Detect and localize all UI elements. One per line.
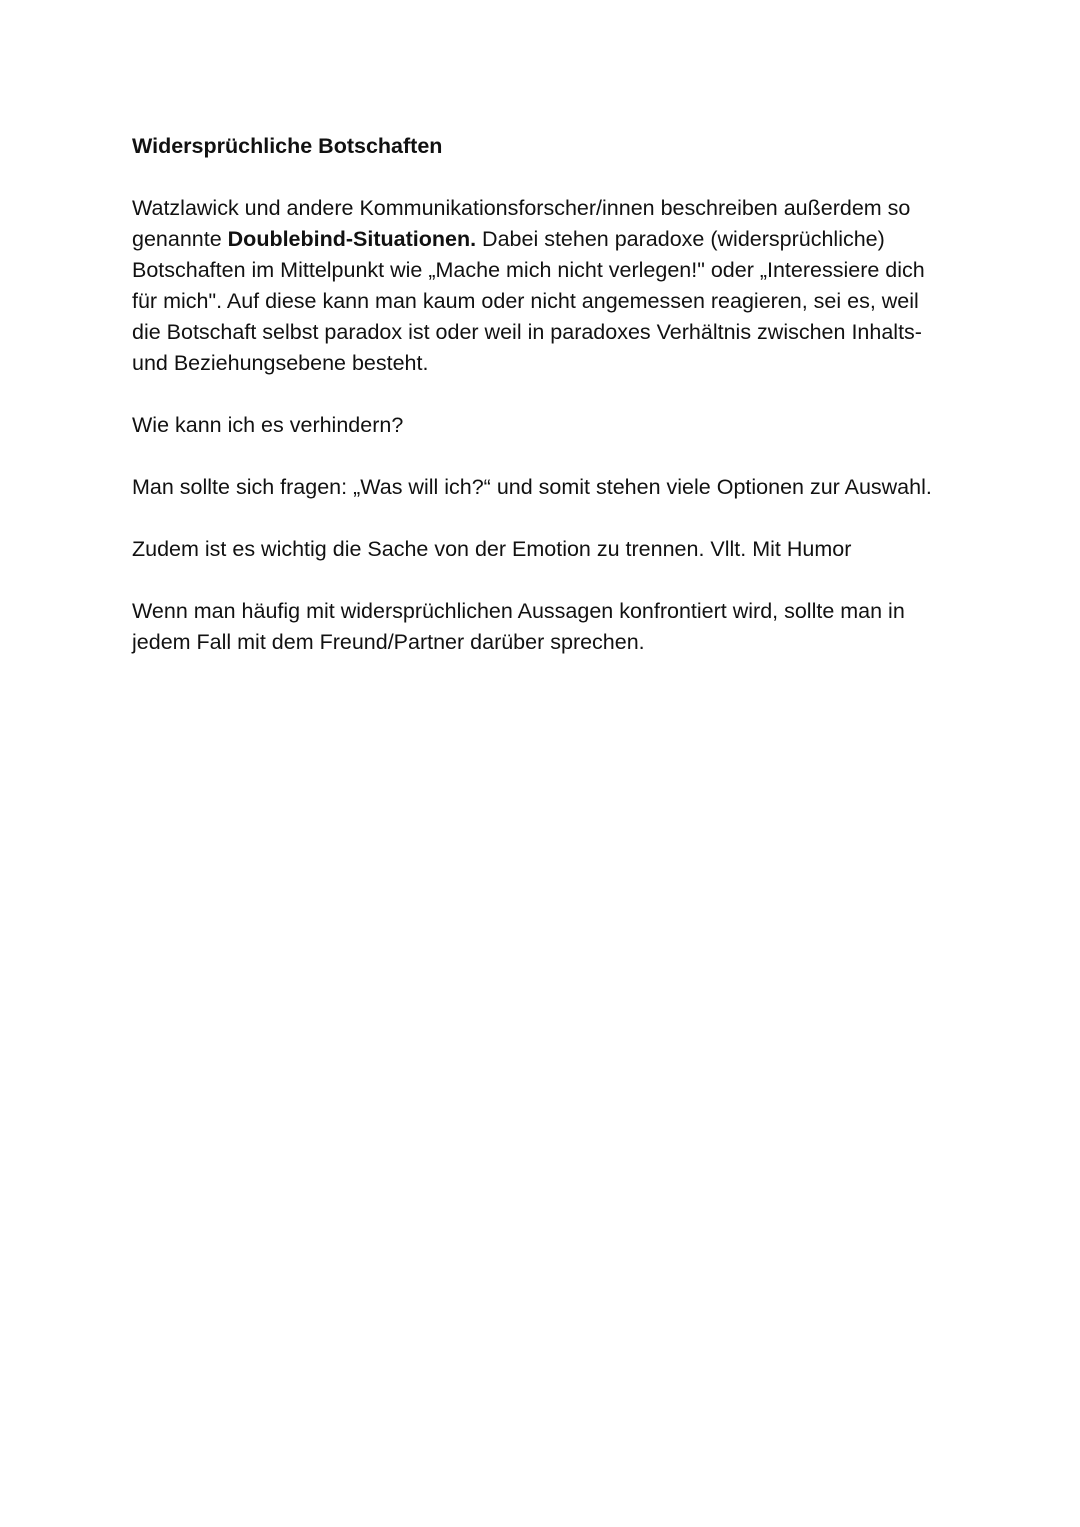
document-page xyxy=(132,131,952,658)
question-prevention: Wie kann ich es verhindern? xyxy=(132,413,404,437)
paragraph-talk-to-partner: Wenn man häufig mit widersprüchlichen Aussagen konfrontiert wird, sollte man in jedem Fall mit dem Freund/Partner darüber sprechen. xyxy=(132,599,905,654)
document-title: Widersprüchliche Botschaften xyxy=(132,134,443,158)
paragraph-doublebind-intro: Watzlawick und andere Kommunikationsforscher/innen beschreiben außerdem so genannte xyxy=(132,196,911,251)
paragraph-ask-yourself: Man sollte sich fragen: „Was will ich?“ und somit stehen viele Optionen zur Auswahl. xyxy=(132,475,932,499)
paragraph-separate-emotion: Zudem ist es wichtig die Sache von der Emotion zu trennen. Vllt. Mit Humor xyxy=(132,537,852,561)
paragraph-doublebind-rest: Dabei stehen paradoxe (widersprüchliche) Botschaften im Mittelpunkt wie „Mache mich nicht verlegen!" oder „Interessiere dich für mich". Auf diese kann man kaum oder nicht angemessen reagieren, sei es, weil die Botschaft selbst paradox ist oder weil in paradoxes Verhältnis zwischen Inhalts- und Beziehungsebene besteht. xyxy=(132,227,925,375)
paragraph-doublebind xyxy=(132,193,952,379)
doublebind-term: Doublebind-Situationen. xyxy=(227,227,477,251)
